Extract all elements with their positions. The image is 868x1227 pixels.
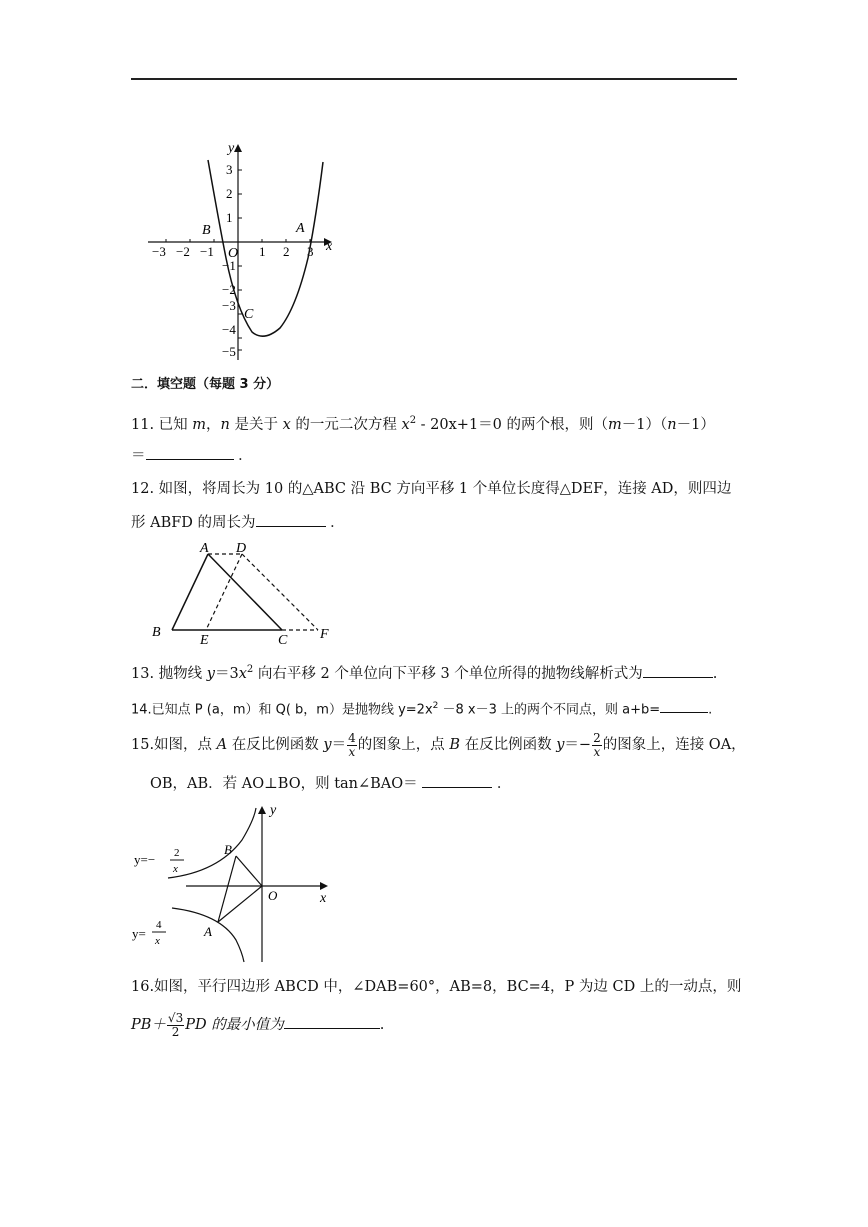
x-axis-label: x [320,891,327,906]
question-14: 14.已知点 P (a，m）和 Q( b，m）是抛物线 $y=2x^2 -8$ x－3 上的两个不同点，则 a+b= . [131,696,712,720]
label-d: D [236,541,247,556]
segment-df [242,554,318,630]
x-tick-neg3: −3 [152,244,166,259]
header-rule [131,78,737,80]
point-a-label: A [296,221,305,236]
label-a: A [200,541,209,556]
label-a: A [204,924,212,939]
segment-de [206,554,242,630]
label-f: F [320,627,329,642]
question-11-answer-line: ＝ ． [131,445,253,466]
label-b: B [152,625,161,640]
question-12: 12. 如图，将周长为 10 的△ABC 沿 BC 方向平移 1 个单位长度得△DEF，连接 AD，则四边 [131,481,732,497]
origin-label: O [268,888,278,903]
answer-blank-16[interactable] [284,1014,380,1029]
x-axis-label: x [326,239,333,254]
fraction-sqrt3-over-2: $\frac{√3}{2}$ [167,1010,184,1039]
origin-label: O [228,246,239,261]
segment-ab [218,856,236,922]
question-15-line2: OB，AB．若 AO⊥BO，则 tan∠BAO＝ ． [150,773,511,794]
label-4-den: x [155,935,160,947]
answer-blank-12[interactable] [256,512,326,527]
y-tick-neg2: −2 [222,282,236,297]
question-15: 15.如图，点 A 在反比例函数 y＝ $\frac{4}{x}$的图象上，点 B 在反比例函数 y＝− $\frac{2}{x}$的图象上，连接 OA， [131,730,746,759]
y-axis-arrow [234,144,242,152]
question-16-line2: PB＋ $\frac{√3}{2}$ PD 的最小值为 . [131,1010,385,1039]
segment-oa [218,886,262,922]
point-c-label: C [244,307,254,322]
x-tick-2: 2 [283,244,290,259]
x-tick-neg2: −2 [176,244,190,259]
y-tick-neg3: −3 [222,298,236,313]
answer-blank-15[interactable] [422,773,492,788]
y-tick-1: 1 [226,210,233,225]
x-tick-3: 3 [307,244,314,259]
label-c: C [278,633,288,648]
y-tick-neg5: −5 [222,344,236,359]
segment-ac [208,554,282,630]
y-ticks [238,170,242,350]
label-4-prefix: y= [132,926,146,941]
question-13: 13. 抛物线 $y=3x^2$ 向右平移 2 个单位向下平移 3 个单位所得的抛物线解析式为 . [131,664,718,682]
y-axis-label: y [228,141,235,156]
triangle-figure [146,538,336,648]
y-tick-3: 3 [226,162,233,177]
fraction-2-over-x: $\frac{2}{x}$ [593,730,601,759]
segment-ob [236,856,262,886]
reciprocal-figure [128,800,338,966]
question-12-line2: 形 ABFD 的周长为 ． [131,512,345,533]
parabola-figure [140,138,350,364]
answer-blank-13[interactable] [643,663,713,678]
answer-blank-11[interactable] [146,445,234,460]
fraction-4-over-x: $\frac{4}{x}$ [348,730,356,759]
x-tick-neg1: −1 [200,244,214,259]
y-axis-arrow [258,806,266,814]
question-16: 16.如图，平行四边形 ABCD 中，∠DAB=60°，AB=8，BC=4，P 为边 CD 上的一动点，则 [131,979,742,995]
label-neg2-prefix: y=− [134,852,156,867]
segment-ab [172,554,208,630]
label-e: E [200,633,209,648]
answer-blank-14[interactable] [660,698,708,713]
y-axis-label: y [270,803,277,818]
y-tick-neg1: −1 [222,258,236,273]
x-axis-arrow [320,882,328,890]
label-4-num: 4 [156,919,162,931]
y-tick-2: 2 [226,186,233,201]
label-neg2-den: x [173,863,178,875]
point-b-label: B [202,223,211,238]
question-11: 11. 已知 m，n 是关于 x 的一元二次方程 $x^2 - 20x+1=0$ 的两个根，则（m－1）（n－1） [131,415,715,433]
y-tick-neg4: −4 [222,322,236,337]
label-b: B [224,842,232,857]
x-tick-1: 1 [259,244,266,259]
label-neg2-num: 2 [174,847,180,859]
section-title: 二．填空题（每题 3 分） [131,377,280,392]
curve-y-neg2-over-x [168,808,256,878]
